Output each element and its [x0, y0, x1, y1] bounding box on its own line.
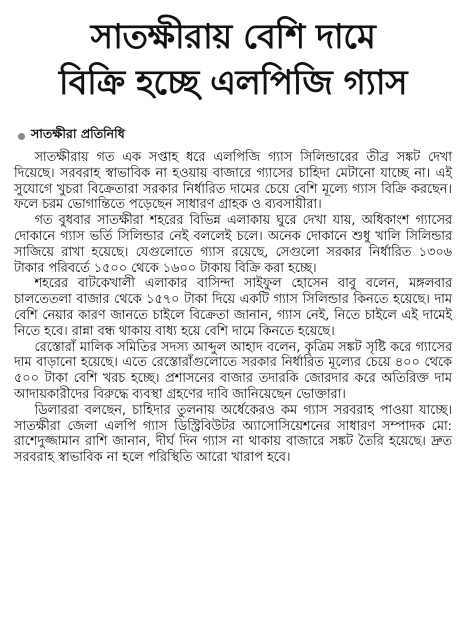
- byline-text: সাতক্ষীরা প্রতিনিধি: [31, 126, 125, 141]
- paragraph-1: সাতক্ষীরায় গত এক সপ্তাহ ধরে এলপিজি গ্যাস সিলিন্ডারের তীব্র সঙ্কট দেখা দিয়েছে। সরবরাহ স্বাভাবিক না হওয়ায় বাজারে গ্যাসের চাহিদা মেটানো যাচ্ছে না। এই সুযোগে খুচরা বিক্রেতারা সরকার নির্ধারিত দামের চেয়ে বেশি মূল্যে গ্যাস বিক্রি করছেন। ফলে চরম ভোগান্তিতে পড়েছেন সাধারণ গ্রাহক ও ব্যবসায়ীরা।: [14, 150, 452, 213]
- article-body: [14, 150, 452, 466]
- paragraph-3: শহরের বাটকেখালী এলাকার বাসিন্দা সাইফুল হোসেন বাবু বলেন, মঙ্গলবার চালতেতলা বাজার থেকে ১৫৭০ টাকা দিয়ে একটি গ্যাস সিলিন্ডার কিনতে হয়েছে। দাম বেশি নেয়ার কারণ জানতে চাইলে বিক্রেতা জানান, গ্যাস নেই, নিতে চাইলে এই দামেই নিতে হবে। রান্না বন্ধ থাকায় বাধ্য হয়ে বেশি দামে কিনতে হয়েছে।: [14, 276, 452, 339]
- paragraph-5: ডিলাররা বলছেন, চাহিদার তুলনায় অর্ধেকেরও কম গ্যাস সরবরাহ পাওয়া যাচ্ছে। সাতক্ষীরা জেলা এলপি গ্যাস ডিস্ট্রিবিউটর অ্যাসোসিয়েশনের সাধারণ সম্পাদক মো: রাশেদুজ্জামান রাশি জানান, দীর্ঘ দিন গ্যাস না থাকায় বাজারে সঙ্কট তৈরি হয়েছে। দ্রুত সরবরাহ স্বাভাবিক না হলে পরিস্থিতি আরো খারাপ হবে।: [14, 402, 452, 466]
- headline-line-1: সাতক্ষীরায় বেশি দামে: [90, 17, 376, 57]
- paragraph-2: গত বুধবার সাতক্ষীরা শহরের বিভিন্ন এলাকায় ঘুরে দেখা যায়, অধিকাংশ গ্যাসের দোকানে গ্যাস ভর্তি সিলিন্ডার নেই বললেই চলে। অনেক দোকানে শুধু খালি সিলিন্ডার সাজিয়ে রাখা হয়েছে। যেগুলোতে গ্যাস রয়েছে, সেগুলো সরকার নির্ধারিত ১৩০৬ টাকার পরিবর্তে ১৫০০ থেকে ১৬০০ টাকায় বিক্রি করা হচ্ছে।: [14, 213, 452, 276]
- headline-line-2: বিক্রি হচ্ছে এলপিজি গ্যাস: [58, 63, 408, 103]
- bullet-icon: [18, 133, 25, 140]
- paragraph-4: রেস্তোরাঁ মালিক সমিতির সদস্য আব্দুল আহাদ বলেন, কৃত্রিম সঙ্কট সৃষ্টি করে গ্যাসের দাম বাড়ানো হয়েছে। এতে রেস্তোরাঁগুলোতে সরকার নির্ধারিত মূল্যের চেয়ে ৪০০ থেকে ৫০০ টাকা বেশি খরচ হচ্ছে। প্রশাসনের বাজার তদারকি জোরদার করে অতিরিক্ত দাম আদায়কারীদের বিরুদ্ধে ব্যবস্থা গ্রহণের দাবি জানিয়েছেন ভোক্তারা।: [14, 339, 452, 402]
- byline: [18, 126, 452, 146]
- headline: [14, 14, 452, 106]
